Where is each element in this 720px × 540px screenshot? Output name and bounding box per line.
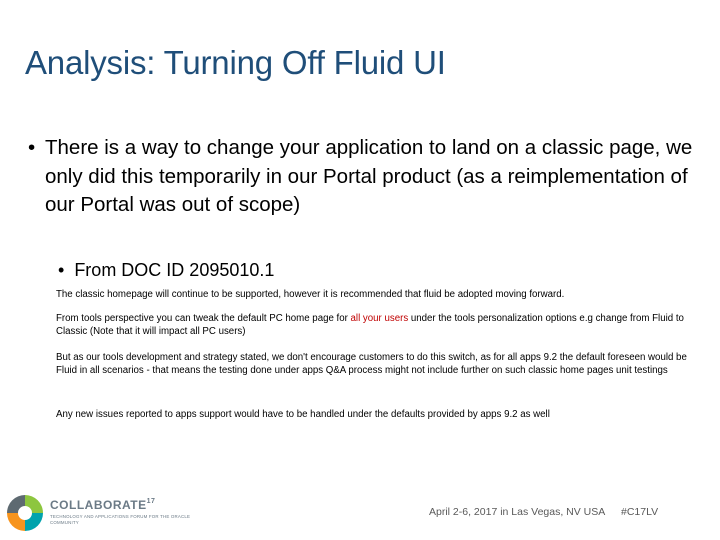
footer-event-info: April 2-6, 2017 in Las Vegas, NV USA <box>429 506 606 518</box>
sub-bullet <box>58 258 274 282</box>
footer-hashtag: #C17LV <box>621 506 659 518</box>
quote-paragraph-4: Any new issues reported to apps support would have to be handled under the defaults provided by apps 9.2 as well <box>56 409 550 420</box>
logo-tagline: TECHNOLOGY AND APPLICATIONS FORUM FOR THE ORACLE COMMUNITY <box>50 514 191 525</box>
quote-paragraph-3: But as our tools development and strategy stated, we don't encourage customers to do this switch, as for all apps 9.2 the default foreseen would be Fluid in all scenarios - that means the testing done under apps Q&A process might not include further on such classic home pages unit testings <box>56 352 687 376</box>
quote-paragraph-1: The classic homepage will continue to be supported, however it is recommended that fluid be adopted moving forward. <box>56 289 565 300</box>
collaborate-logo <box>4 492 189 532</box>
main-bullet-text: There is a way to change your application to land on a classic page, we only did this temporarily in our Portal product (as a reimplementation of our Portal was out of scope) <box>45 136 693 216</box>
collaborate-logo-icon <box>4 492 46 534</box>
sub-bullet-marker: • <box>58 260 65 280</box>
slide-title: Analysis: Turning Off Fluid UI <box>25 44 446 81</box>
logo-wordmark: COLLABORATE$^{17}$ <box>50 498 156 512</box>
paragraph-2-text-end: under the tools personalization options e.g change from Fluid to Classic (Note that it will impact all PC users) <box>56 313 684 337</box>
paragraph-2-text-start: From tools perspective you can tweak the default PC home page for <box>56 313 351 324</box>
sub-bullet-text: From DOC ID 2095010.1 <box>74 260 275 280</box>
quote-paragraph-2 <box>56 313 696 338</box>
bullet-marker: • <box>28 136 36 159</box>
highlighted-text: all your users <box>350 313 409 324</box>
